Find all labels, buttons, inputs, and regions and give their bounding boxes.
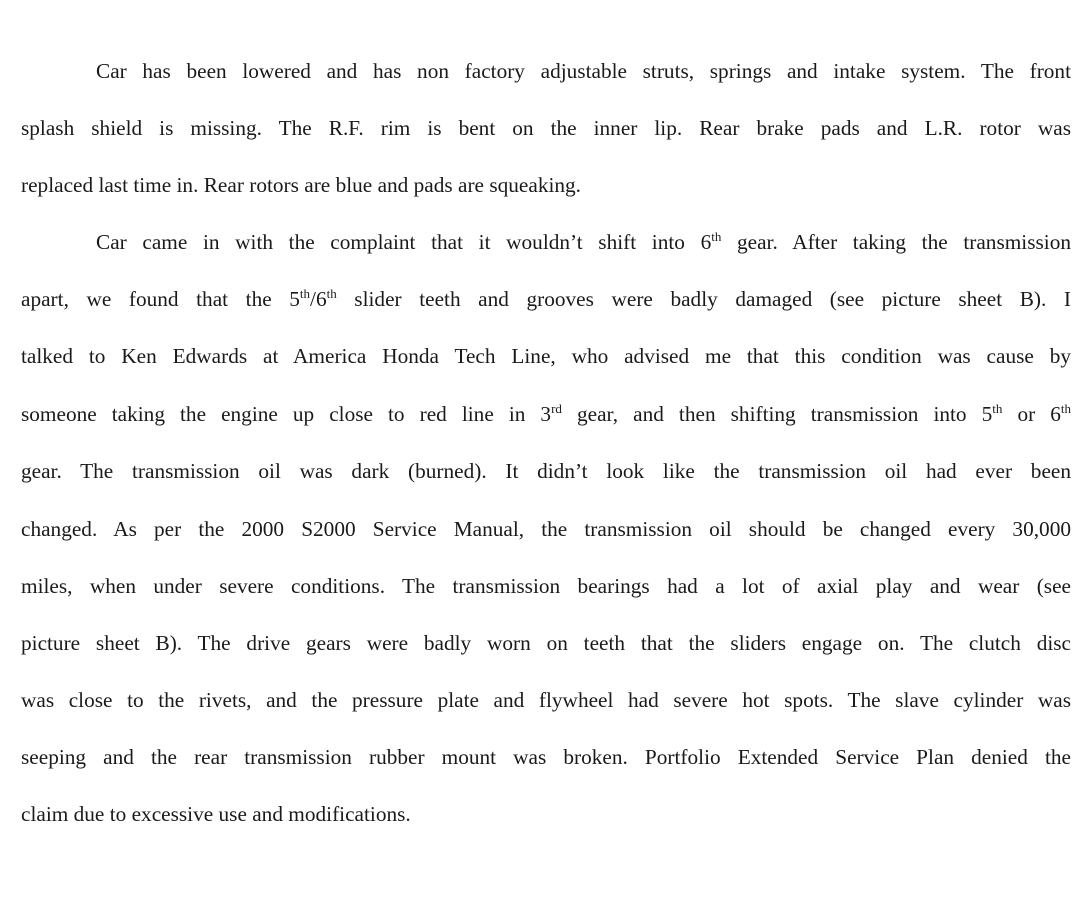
paragraph-2-line-6: changed. As per the 2000 S2000 Service Manual, the transmission oil should be changed every 30,000 (21, 517, 1071, 541)
text-segment: /6 (310, 287, 327, 311)
paragraph-2-line-8: picture sheet B). The drive gears were badly worn on teeth that the sliders engage on. The clutch disc (21, 631, 1071, 655)
text-segment: Car came in with the complaint that it wouldn’t shift into 6 (96, 230, 712, 254)
paragraph-2-line-1 (96, 229, 1071, 255)
text-segment: someone taking the engine up close to red line in 3 (21, 402, 552, 426)
text-segment: apart, we found that the 5 (21, 287, 300, 311)
text-segment: or 6 (1002, 402, 1061, 426)
superscript-ordinal: th (1060, 401, 1071, 416)
superscript-ordinal: th (326, 286, 337, 301)
paragraph-2-line-4 (21, 401, 1071, 427)
superscript-ordinal: th (299, 286, 311, 301)
text-segment: gear, and then shifting transmission into 5 (561, 402, 993, 426)
paragraph-1-line-3: replaced last time in. Rear rotors are blue and pads are squeaking. (21, 173, 582, 197)
paragraph-2-line-2 (21, 286, 1071, 312)
paragraph-1-line-2: splash shield is missing. The R.F. rim is bent on the inner lip. Rear brake pads and L.R. rotor was (21, 116, 1071, 140)
paragraph-2-line-9: was close to the rivets, and the pressure plate and flywheel had severe hot spots. The slave cylinder was (21, 688, 1071, 712)
text-segment: slider teeth and grooves were badly damaged (see picture sheet B). I (336, 287, 1071, 311)
paragraph-2-line-7: miles, when under severe conditions. The transmission bearings had a lot of axial play and wear (see (21, 574, 1071, 598)
paragraph-2-line-3: talked to Ken Edwards at America Honda Tech Line, who advised me that this condition was cause by (21, 344, 1071, 368)
superscript-ordinal: rd (551, 401, 562, 416)
document-page (21, 0, 1071, 915)
paragraph-2-line-11: claim due to excessive use and modifications. (21, 802, 411, 826)
text-segment: gear. After taking the transmission (721, 230, 1071, 254)
superscript-ordinal: th (711, 229, 722, 244)
paragraph-2-line-5: gear. The transmission oil was dark (burned). It didn’t look like the transmission oil had ever been (21, 459, 1071, 483)
paragraph-1-line-1: Car has been lowered and has non factory adjustable struts, springs and intake system. The front (96, 59, 1071, 83)
superscript-ordinal: th (992, 401, 1003, 416)
paragraph-2-line-10: seeping and the rear transmission rubber mount was broken. Portfolio Extended Service Plan denied the (21, 745, 1071, 769)
